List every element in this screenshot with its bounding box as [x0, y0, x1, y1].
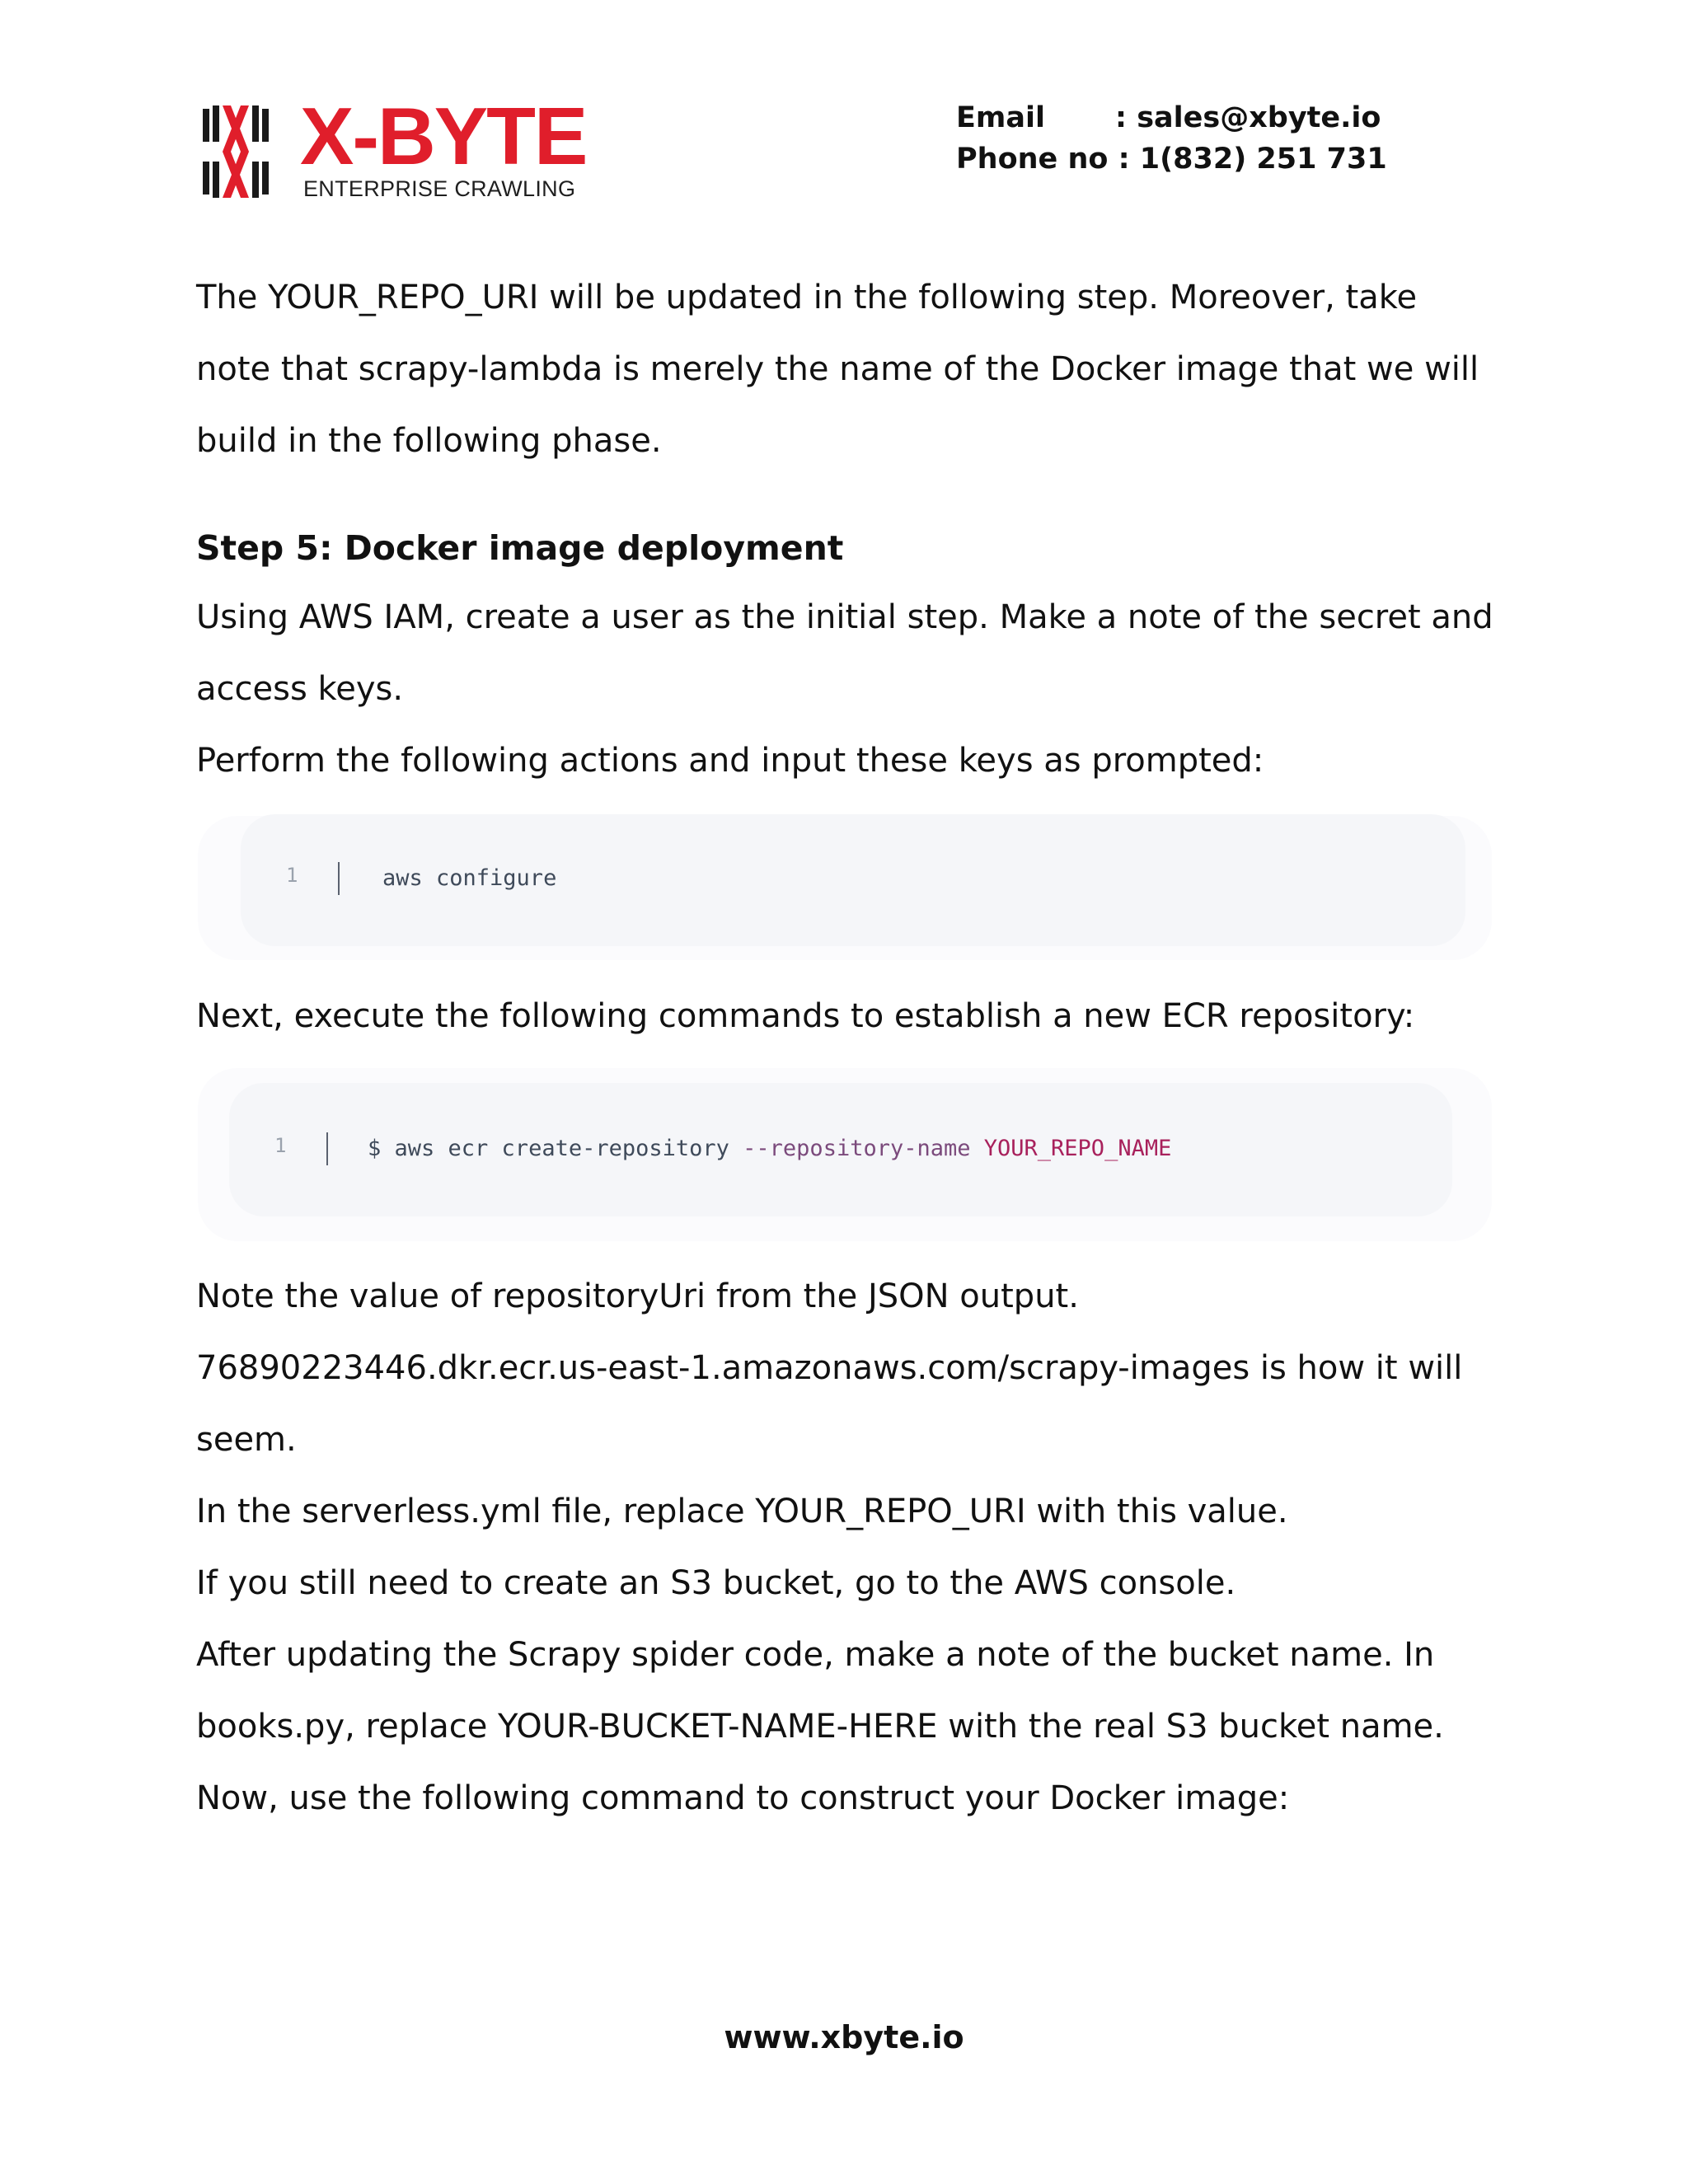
footer-website[interactable]: www.xbyte.io	[724, 2019, 964, 2055]
code-gutter-divider	[338, 862, 340, 895]
repo-uri-section	[196, 1261, 1498, 1835]
code-command: $ aws ecr create-repository	[368, 1136, 743, 1161]
phone-value[interactable]: 1(832) 251 731	[1139, 143, 1387, 176]
paragraph-4: Next, execute the following commands to establish a new ECR repository:	[196, 997, 1415, 1035]
email-value[interactable]: sales@xbyte.io	[1137, 101, 1381, 134]
paragraph-5: Note the value of repositoryUri from the JSON output. 76890223446.dkr.ecr.us-east-1.amazonaws.com/scrapy-images is how it will seem.	[196, 1277, 1463, 1459]
x-byte-logo-icon	[201, 104, 270, 199]
paragraph-9: Now, use the following command to construct your Docker image:	[196, 1779, 1290, 1817]
logo-tagline: ENTERPRISE CRAWLING	[303, 176, 576, 201]
paragraph-8: After updating the Scrapy spider code, make a note of the bucket name. In books.py, replace YOUR-BUCKET-NAME-HERE with the real S3 bucket name.	[196, 1636, 1444, 1746]
paragraph-6: In the serverless.yml file, replace YOUR_REPO_URI with this value.	[196, 1493, 1288, 1530]
paragraph-1: The YOUR_REPO_URI will be updated in the following step. Moreover, take note that scrapy-lambda is merely the name of the Docker image that we will build in the following phase.	[196, 279, 1479, 460]
paragraph-2: Using AWS IAM, create a user as the initial step. Make a note of the secret and access keys.	[196, 598, 1493, 708]
code-value: YOUR_REPO_NAME	[983, 1136, 1172, 1161]
email-row: Email : sales@xbyte.io	[956, 101, 1381, 134]
paragraph-3: Perform the following actions and input these keys as prompted:	[196, 742, 1264, 780]
code-block-1	[241, 814, 1465, 946]
phone-row: Phone no : 1(832) 251 731	[956, 143, 1387, 176]
logo-wordmark: X-BYTE	[300, 91, 587, 181]
code-block-2	[229, 1083, 1452, 1216]
code-line-number: 1	[274, 1134, 287, 1157]
step-body	[196, 582, 1498, 797]
step-5-heading: Step 5: Docker image deployment	[196, 528, 844, 568]
code-gutter-divider	[326, 1132, 328, 1165]
step-section	[196, 527, 1498, 569]
paragraph-7: If you still need to create an S3 bucket, go to the AWS console.	[196, 1564, 1236, 1602]
email-label: Email	[956, 101, 1045, 134]
phone-label: Phone no	[956, 143, 1109, 176]
code-text: aws configure	[382, 865, 557, 891]
intro-paragraph	[196, 262, 1498, 477]
code-line-number: 1	[286, 864, 298, 887]
code-param: --repository-name	[743, 1136, 984, 1161]
company-logo	[201, 91, 588, 203]
code-text	[368, 1136, 1171, 1161]
ecr-intro	[196, 981, 1498, 1052]
contact-info	[956, 97, 1387, 180]
